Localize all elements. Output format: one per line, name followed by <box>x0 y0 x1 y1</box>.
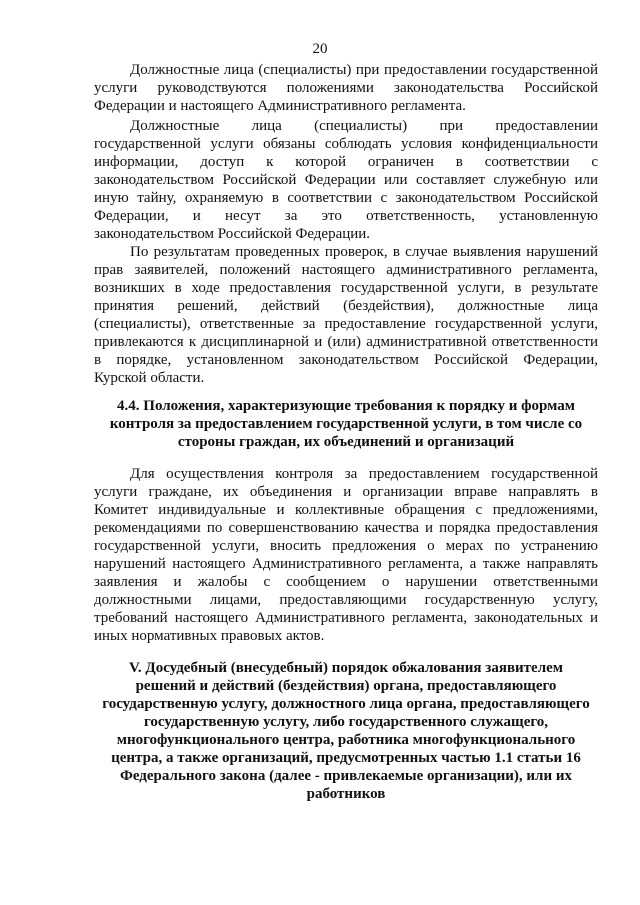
chapter-heading-line: центра, а также организаций, предусмотренных частью 1.1 статьи 16 <box>111 750 581 766</box>
chapter-heading-line: работников <box>306 786 386 802</box>
text-line: иную тайну, охраняемую в соответствии с законодательством Российской <box>94 190 598 206</box>
text-line: Комитет индивидуальные и коллективные обращения с предложениями, <box>94 502 598 518</box>
chapter-heading-line: Федерального закона (далее - привлекаемые организации), или их <box>119 768 573 784</box>
section-heading-line: стороны граждан, их объединений и организаций <box>177 434 515 450</box>
text-line: требований настоящего Административного регламента, законодательных и <box>94 610 598 626</box>
text-line: заявления и жалобы с сообщением о нарушении ответственными <box>94 574 598 590</box>
text-line: нарушений настоящего Административного регламента, а также направлять <box>94 556 598 572</box>
text-line: государственной услуги обязаны соблюдать условия конфиденциальности <box>94 136 598 152</box>
text-line: государственной услуги, вносить предложения о мерах по устранению <box>94 538 598 554</box>
text-line: информации, доступ к которой ограничен в соответствии с <box>94 154 598 170</box>
text-line: (специалисты), ответственные за предоставление государственной услуги, <box>94 316 598 332</box>
section-heading-line: контроля за предоставлением государственной услуги, в том числе со <box>109 416 583 432</box>
section-heading-line: 4.4. Положения, характеризующие требования к порядку и формам <box>117 398 575 414</box>
text-line: рекомендациями по совершенствованию качества и порядка предоставления <box>94 520 598 536</box>
text-line: должностными лицами, предоставляющими государственную услугу, <box>94 592 598 608</box>
chapter-heading-line: государственную услугу, должностного лица органа, предоставляющего <box>102 696 590 712</box>
text-line: принятия решений, действий (бездействия), должностные лица <box>94 298 598 314</box>
text-line: Федерации и настоящего Административного регламента. <box>94 98 466 114</box>
text-line: услуги руководствуются положениями законодательства Российской <box>94 80 598 96</box>
chapter-heading-line: решений и действий (бездействия) органа, предоставляющего <box>135 678 557 694</box>
text-line: в порядке, установленном законодательством Российской Федерации, <box>94 352 598 368</box>
text-line: По результатам проведенных проверок, в случае выявления нарушений <box>130 244 598 260</box>
chapter-heading-line: V. Досудебный (внесудебный) порядок обжалования заявителем <box>128 660 564 676</box>
text-line: законодательством Российской Федерации или составляет служебную или <box>94 172 598 188</box>
text-line: прав заявителей, положений настоящего административного регламента, <box>94 262 598 278</box>
text-line: Для осуществления контроля за предоставлением государственной <box>130 466 598 482</box>
text-line: услуги граждане, их объединения и организации вправе направлять в <box>94 484 598 500</box>
text-line: иных нормативных правовых актов. <box>94 628 325 644</box>
text-line: Курской области. <box>94 370 205 386</box>
text-line: привлекаются к дисциплинарной и (или) административной ответственности <box>94 334 598 350</box>
text-line: Должностные лица (специалисты) при предоставлении государственной <box>130 62 598 78</box>
text-line: Должностные лица (специалисты) при предоставлении <box>130 118 598 134</box>
chapter-heading-line: государственную услугу, либо государственного служащего, <box>143 714 549 730</box>
text-line: Федерации, и несут за это ответственность, установленную <box>94 208 598 224</box>
page-number: 20 <box>312 41 328 57</box>
text-line: законодательством Российской Федерации. <box>94 226 371 242</box>
chapter-heading-line: многофункционального центра, работника многофункционального <box>116 732 576 748</box>
text-line: возникших в ходе предоставления государственной услуги, в результате <box>94 280 598 296</box>
